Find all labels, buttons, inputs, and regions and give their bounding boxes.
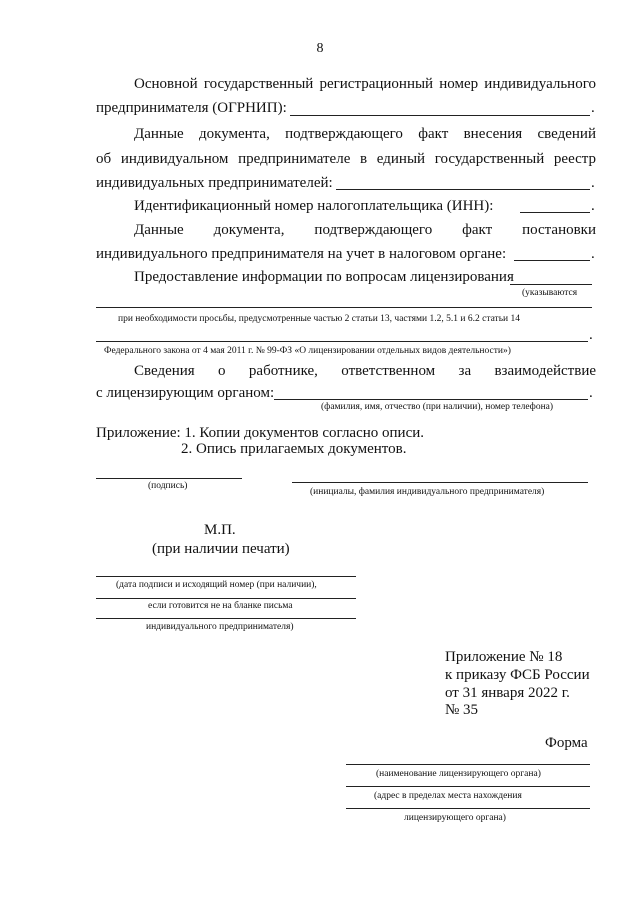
ip-name-note: (инициалы, фамилия индивидуального предпринимателя)	[310, 487, 545, 497]
employee-field[interactable]	[274, 399, 588, 400]
appendix-line4: № 35	[445, 702, 479, 718]
inn-field[interactable]	[520, 212, 590, 213]
employee-label-line2: с лицензирующим органом:	[96, 385, 275, 401]
date-field[interactable]	[96, 576, 356, 577]
date-field3[interactable]	[96, 618, 356, 619]
date-note2: если готовится не на бланке письма	[148, 601, 293, 611]
signature-field[interactable]	[96, 478, 242, 479]
licensing-info-field[interactable]	[510, 284, 592, 285]
inn-end: .	[591, 198, 595, 214]
appendix-line2: к приказу ФСБ России	[445, 667, 590, 683]
address-note2: лицензирующего органа)	[404, 813, 506, 823]
address-field[interactable]	[346, 786, 590, 787]
licensing-info-note2: при необходимости просьбы, предусмотренные частью 2 статьи 13, частями 1.2, 5.1 и 6.2 статьи 14	[118, 314, 520, 324]
licensing-body-field[interactable]	[346, 764, 590, 765]
licensing-info-field2[interactable]	[96, 307, 592, 308]
licensing-info-note3: Федерального закона от 4 мая 2011 г. № 99-ФЗ «О лицензировании отдельных видов деятельности»)	[104, 346, 511, 356]
licensing-info-label: Предоставление информации по вопросам лицензирования	[134, 269, 514, 285]
address-field2[interactable]	[346, 808, 590, 809]
stamp-note: (при наличии печати)	[152, 541, 290, 557]
employee-end: .	[589, 385, 593, 401]
appendix-line1: Приложение № 18	[445, 649, 563, 665]
stamp-mp: М.П.	[204, 522, 236, 538]
egrip-label-line2: об индивидуальном предпринимателе в единый государственный реестр	[96, 151, 596, 167]
tax-end: .	[591, 246, 595, 262]
date-note3: индивидуального предпринимателя)	[146, 622, 294, 632]
licensing-info-note1: (указываются	[522, 288, 578, 298]
form-label: Форма	[545, 735, 588, 751]
ogrnip-label-line2: предпринимателя (ОГРНИП):	[96, 100, 287, 116]
ogrnip-end: .	[591, 100, 595, 116]
attachments-line2: 2. Опись прилагаемых документов.	[181, 441, 407, 457]
ogrnip-label-line1: Основной государственный регистрационный номер индивидуального	[134, 76, 596, 92]
signature-note: (подпись)	[148, 481, 188, 491]
licensing-info-field3[interactable]	[96, 341, 588, 342]
ogrnip-field[interactable]	[290, 115, 590, 116]
egrip-label-line3: индивидуальных предпринимателей:	[96, 175, 333, 191]
ip-name-field[interactable]	[292, 482, 588, 483]
page-number: 8	[316, 41, 324, 56]
address-note1: (адрес в пределах места нахождения	[374, 791, 522, 801]
tax-label-line1: Данные документа, подтверждающего факт постановки	[134, 222, 596, 238]
tax-field[interactable]	[514, 260, 590, 261]
attachments-line1: Приложение: 1. Копии документов согласно описи.	[96, 425, 425, 441]
licensing-body-note: (наименование лицензирующего органа)	[376, 769, 541, 779]
appendix-line3: от 31 января 2022 г.	[445, 685, 570, 701]
egrip-label-line1: Данные документа, подтверждающего факт внесения сведений	[134, 126, 596, 142]
inn-label: Идентификационный номер налогоплательщика (ИНН):	[134, 198, 494, 214]
tax-label-line2: индивидуального предпринимателя на учет в налоговом органе:	[96, 246, 507, 262]
licensing-info-end: .	[589, 327, 593, 343]
egrip-end: .	[591, 175, 595, 191]
date-field2[interactable]	[96, 598, 356, 599]
egrip-field[interactable]	[336, 189, 590, 190]
employee-label-line1: Сведения о работнике, ответственном за взаимодействие	[134, 363, 596, 379]
date-note1: (дата подписи и исходящий номер (при наличии),	[116, 580, 317, 590]
employee-note: (фамилия, имя, отчество (при наличии), номер телефона)	[321, 402, 554, 412]
